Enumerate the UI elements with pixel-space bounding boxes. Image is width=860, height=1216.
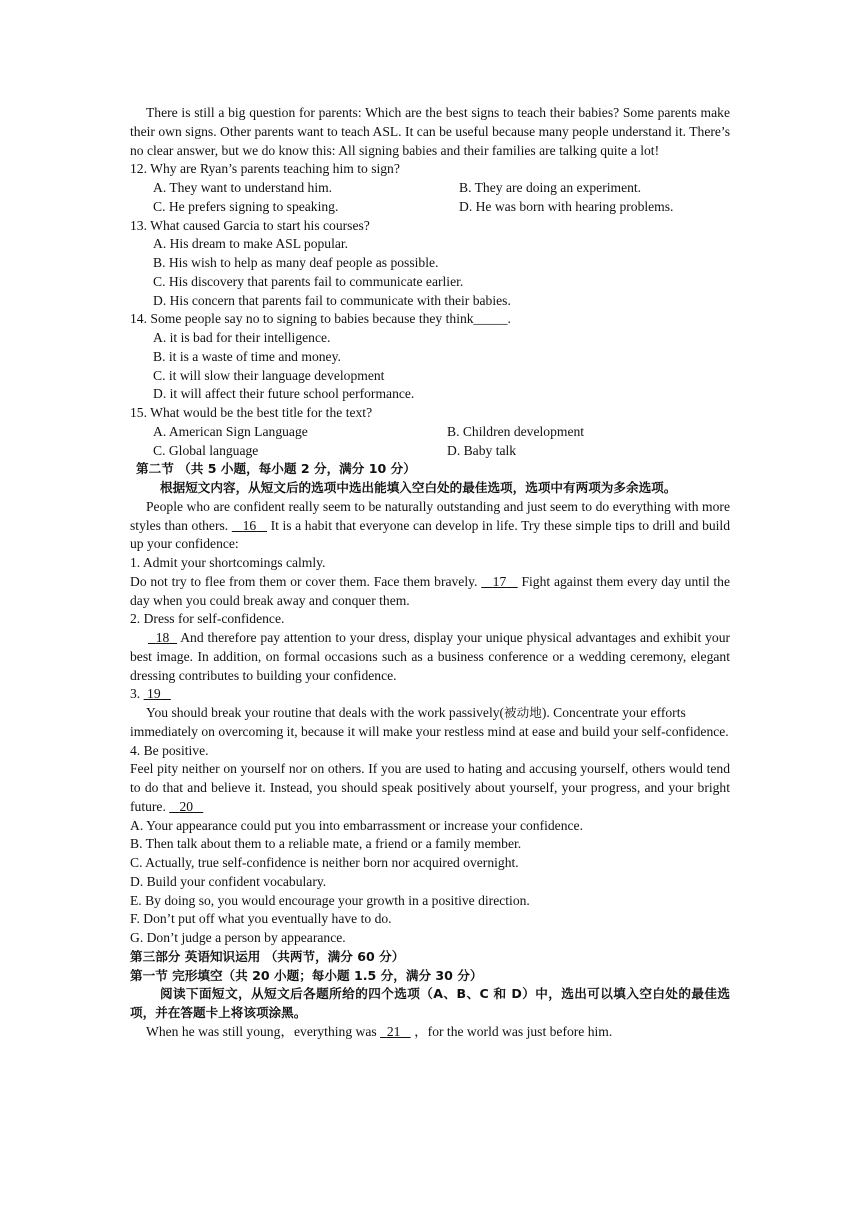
blank-18: 18 (155, 630, 170, 645)
option-a: A. They want to understand him. (153, 180, 333, 195)
tip-3-title: 3. 19 (130, 685, 730, 704)
cloze-first-line: When he was still young，everything was 21 ，for the world was just before him. (146, 1023, 613, 1039)
option-b: B. His wish to help as many deaf people as possible. (153, 255, 439, 270)
option-c: C. it will slow their language development (153, 367, 385, 383)
tip-2-body: 18 And therefore pay attention to your dress, display your unique physical advantages and exhibit your best image. In addition, on formal occasions such as a business conference or a wedding ceremony, elegant dressing contributes to building your confidence. (130, 630, 731, 683)
question-14 (130, 310, 730, 404)
tip-3-body: You should break your routine that deals with the work passively(被动地). Concentrate your efforts immediately on overcoming it, because it will make your restless mind at ease and build your self-confidence. (130, 705, 729, 739)
intro-text-a: People who are confident really seem to be naturally outstanding and just seem to do everything with more styles than others. (130, 498, 730, 533)
option-c: C. Global language (153, 442, 259, 458)
section-2-options (130, 817, 730, 948)
option-b: B. it is a waste of time and money. (153, 348, 341, 364)
option-d: D. His concern that parents fail to communicate with their babies. (153, 292, 511, 308)
text2-intro (130, 498, 730, 554)
blank-16: 16 (242, 517, 257, 533)
tip-4-body: Feel pity neither on yourself nor on others. If you are used to hating and accusing yourself, others would tend to do that and believe it. Instead, you should speak positively about yourself, your progress, and your bright future. 20 (130, 761, 730, 814)
option-d: D. Baby talk (447, 442, 517, 458)
option-row (130, 198, 730, 217)
section-2-heading: 第二节 （共 5 小题，每小题 2 分，满分 10 分） (136, 461, 416, 477)
part-3-section-1-heading: 第一节 完形填空（共 20 小题；每小题 1.5 分，满分 30 分） (130, 967, 483, 983)
blank-17: 17 (492, 573, 507, 589)
option-g: G. Don’t judge a person by appearance. (130, 930, 346, 945)
option-row (130, 423, 730, 442)
part-3-instruction: 阅读下面短文，从短文后各题所给的四个选项（A、B、C 和 D）中，选出可以填入空白处的最佳选项，并在答题卡上将该项涂黑。 (130, 986, 730, 1020)
option-a: A. American Sign Language (153, 423, 308, 439)
tip-4-title: 4. Be positive. (130, 742, 209, 758)
option-d: D. Build your confident vocabulary. (130, 873, 327, 889)
blank-21: 21 (386, 1023, 401, 1039)
option-b: B. Children development (447, 423, 585, 439)
option-a: A. Your appearance could put you into embarrassment or increase your confidence. (130, 817, 583, 833)
option-d: D. He was born with hearing problems. (459, 198, 674, 214)
question-stem: 14. Some people say no to signing to babies because they think_____. (130, 311, 511, 327)
blank-20: 20 (179, 798, 194, 814)
intro-text-b: It is a habit that everyone can develop in life. Try these simple tips to drill and build up your confidence: (130, 517, 731, 552)
section-2-instruction: 根据短文内容，从短文后的选项中选出能填入空白处的最佳选项，选项中有两项为多余选项。 (160, 480, 677, 495)
chinese-gloss: 被动地 (504, 705, 542, 720)
page-content (130, 104, 730, 1042)
option-b: B. Then talk about them to a reliable mate, a friend or a family member. (130, 836, 522, 852)
option-row (130, 179, 730, 198)
option-row (130, 442, 730, 461)
question-stem: 13. What caused Garcia to start his courses? (130, 217, 370, 233)
passage-ending-paragraph: There is still a big question for parents: Which are the best signs to teach their babies? Some parents make their own signs. Other parents want to teach ASL. It can be useful because many people understand it. There’s no clear answer, but we do know this: All signing babies and their families are talking quite a lot! (130, 105, 730, 158)
question-stem: 15. What would be the best title for the text? (130, 405, 373, 420)
tip-1-title: 1. Admit your shortcomings calmly. (130, 555, 326, 570)
question-13 (130, 217, 730, 311)
option-f: F. Don’t put off what you eventually have to do. (130, 911, 392, 927)
option-c: C. He prefers signing to speaking. (153, 198, 339, 214)
option-d: D. it will affect their future school performance. (153, 386, 415, 402)
option-b: B. They are doing an experiment. (459, 180, 642, 195)
question-15 (130, 404, 730, 460)
part-3-heading: 第三部分 英语知识运用 （共两节，满分 60 分） (130, 948, 405, 964)
question-stem: 12. Why are Ryan’s parents teaching him to sign? (130, 161, 400, 177)
tip-2-title: 2. Dress for self-confidence. (130, 611, 285, 627)
tip-1-body: Do not try to flee from them or cover them. Face them bravely. 17 Fight against them every day until the day when you could break away and conquer them. (130, 573, 731, 608)
option-a: A. it is bad for their intelligence. (153, 330, 331, 345)
option-e: E. By doing so, you would encourage your growth in a positive direction. (130, 892, 530, 908)
question-12 (130, 160, 730, 216)
option-c: C. Actually, true self-confidence is neither born nor acquired overnight. (130, 855, 519, 870)
blank-19: 19 (147, 686, 161, 702)
option-c: C. His discovery that parents fail to communicate earlier. (153, 273, 464, 289)
option-a: A. His dream to make ASL popular. (153, 236, 349, 252)
